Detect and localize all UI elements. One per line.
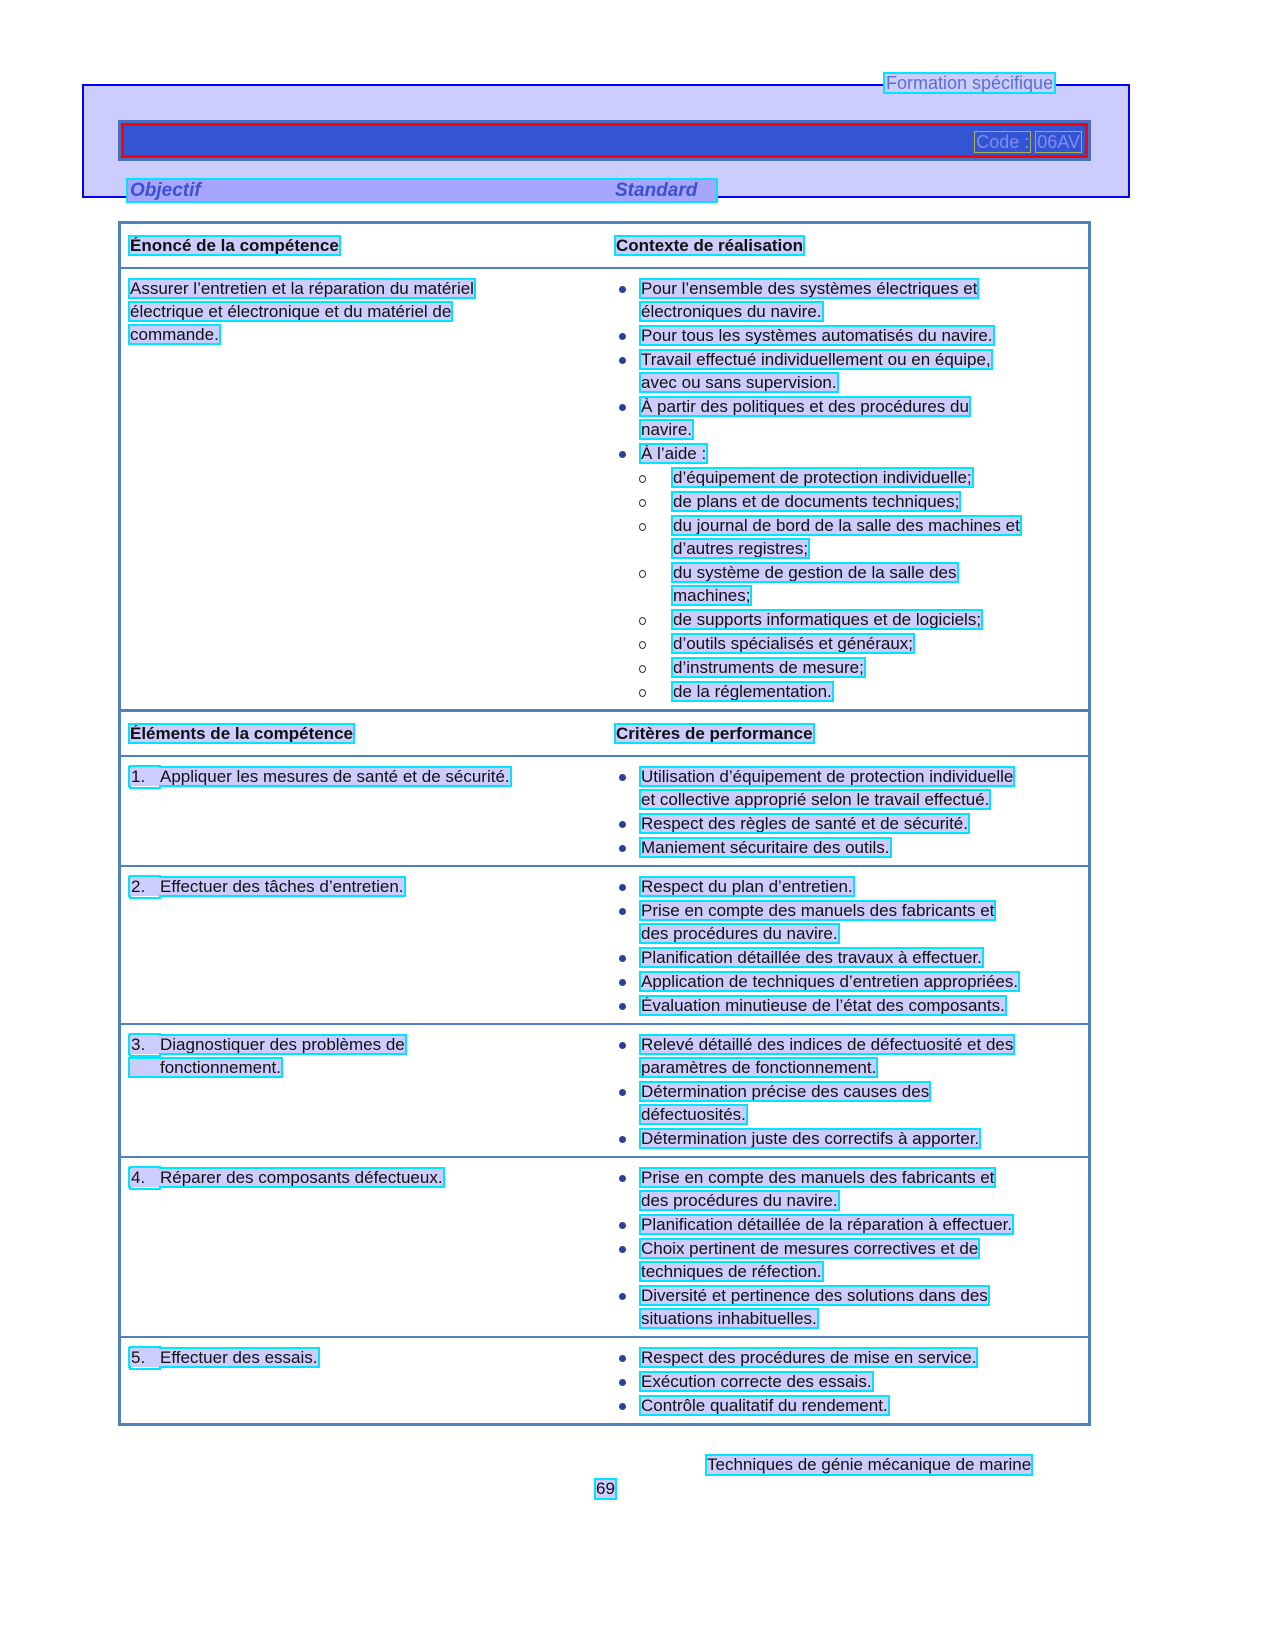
element-number: 1.: [131, 767, 146, 786]
bullet-icon: [615, 837, 640, 859]
circle-bullet-icon: [637, 657, 662, 679]
column-header: [129, 723, 615, 746]
bullet-item: [615, 1167, 1088, 1213]
bullet-line-text: Diversité et pertinence des solutions dans des: [641, 1286, 988, 1305]
bullet-line: [615, 1167, 1088, 1190]
bullet-line: [615, 1285, 1088, 1308]
column-header-text: Contexte de réalisation: [616, 236, 804, 255]
bullet-icon: [615, 1347, 640, 1369]
element-line: [129, 876, 615, 899]
bullet-item: [615, 1371, 1088, 1394]
element-text: 4. Réparer des composants défectueux.: [131, 1168, 443, 1187]
bullet-icon: [615, 1395, 640, 1417]
sub-bullet-item: [615, 633, 1088, 656]
standard-label: Standard: [615, 180, 698, 201]
bullet-line-text: Détermination précise des causes des: [641, 1082, 930, 1101]
bullet-icon: [615, 443, 640, 465]
bullet-item: [615, 1034, 1088, 1080]
bullet-icon: [615, 1285, 640, 1307]
bullet-line: [615, 1128, 1088, 1151]
statement-cell: [121, 278, 615, 705]
bullet-icon: [615, 1167, 640, 1189]
bullet-line-text: Respect des procédures de mise en service.: [641, 1348, 977, 1367]
element-number: 5.: [131, 1348, 146, 1367]
table-row: [121, 755, 1088, 865]
bullet-line-text: d’outils spécialisés et généraux;: [673, 634, 914, 653]
bullet-line-text: Planification détaillée de la réparation à effectuer.: [641, 1215, 1013, 1234]
bullet-icon: [615, 947, 640, 969]
bullet-line-text: Planification détaillée des travaux à effectuer.: [641, 948, 982, 967]
bullet-line-text: des procédures du navire.: [641, 1191, 838, 1210]
sub-bullet-item: [615, 657, 1088, 680]
element-cell: [121, 1034, 615, 1152]
element-cell: [121, 1167, 615, 1332]
bullet-line-text: navire.: [641, 420, 693, 439]
sub-bullet-item: [615, 562, 1088, 608]
bullet-line-text: de plans et de documents techniques;: [673, 492, 960, 511]
element-cell: [121, 766, 615, 861]
bullet-line: [615, 789, 1088, 812]
bullet-line-text: de supports informatiques et de logiciels;: [673, 610, 982, 629]
bullet-line-text: À l’aide :: [641, 444, 707, 463]
bullet-line-text: Prise en compte des manuels des fabricants et: [641, 901, 995, 920]
bullet-line: [615, 837, 1088, 860]
bullet-line-text: Pour tous les systèmes automatisés du navire.: [641, 326, 993, 345]
element-line: [129, 1034, 615, 1057]
bullet-icon: [615, 971, 640, 993]
bullet-line-text: d’autres registres;: [673, 539, 809, 558]
bullet-icon: [615, 900, 640, 922]
bullet-line: [615, 1395, 1088, 1418]
bullet-icon: [615, 766, 640, 788]
bullet-line-text: Choix pertinent de mesures correctives et de: [641, 1239, 979, 1258]
bullet-item: [615, 349, 1088, 395]
element-line: [129, 766, 615, 789]
bullet-line: [615, 813, 1088, 836]
code-banner: [118, 120, 1091, 161]
circle-bullet-icon: [637, 633, 662, 655]
bullet-line: [615, 1057, 1088, 1080]
bullet-item: [615, 995, 1088, 1018]
criteria-cell: [615, 1167, 1088, 1332]
element-cell: [121, 876, 615, 1019]
sub-bullet-item: [615, 681, 1088, 704]
bullet-item: [615, 1395, 1088, 1418]
bullet-item: [615, 971, 1088, 994]
bullet-line: [615, 766, 1088, 789]
bullet-icon: [615, 876, 640, 898]
bullet-line-text: Évaluation minutieuse de l’état des composants.: [641, 996, 1005, 1015]
bullet-item: [615, 813, 1088, 836]
bullet-line-text: Relevé détaillé des indices de défectuosité et des: [641, 1035, 1014, 1054]
circle-bullet-icon: [637, 491, 662, 513]
column-header: [129, 235, 615, 258]
bullet-line-text: du journal de bord de la salle des machines et: [673, 516, 1020, 535]
bullet-item: [615, 947, 1088, 970]
header-right-cell: [615, 235, 1088, 258]
element-text: 2. Effectuer des tâches d’entretien.: [131, 877, 404, 896]
bullet-line: [615, 609, 1088, 632]
header-left-cell: [121, 723, 615, 746]
column-header-text: Énoncé de la compétence: [130, 236, 339, 255]
code-label: [969, 132, 1081, 152]
bullet-icon: [615, 278, 640, 300]
bullet-line-text: d’instruments de mesure;: [673, 658, 864, 677]
bullet-line: [615, 562, 1088, 585]
code-value: 06AV: [1037, 132, 1080, 152]
bullet-icon: [615, 995, 640, 1017]
bullet-line: [615, 467, 1088, 490]
bullet-item: [615, 900, 1088, 946]
sub-bullet-item: [615, 491, 1088, 514]
bullet-item: [615, 1128, 1088, 1151]
bullet-line-text: Application de techniques d’entretien appropriées.: [641, 972, 1019, 991]
bullet-line: [615, 923, 1088, 946]
table-row: [121, 865, 1088, 1023]
circle-bullet-icon: [637, 681, 662, 703]
element-text: 5. Effectuer des essais.: [131, 1348, 318, 1367]
bullet-line-text: de la réglementation.: [673, 682, 832, 701]
bullet-line: [615, 995, 1088, 1018]
element-line: [129, 1057, 615, 1080]
bullet-line-text: situations inhabituelles.: [641, 1309, 817, 1328]
bullet-line-text: Utilisation d’équipement de protection individuelle: [641, 767, 1014, 786]
bullet-line: [615, 900, 1088, 923]
sub-bullet-item: [615, 467, 1088, 490]
bullet-icon: [615, 1128, 640, 1150]
bullet-line: [615, 1214, 1088, 1237]
bullet-line-text: avec ou sans supervision.: [641, 373, 837, 392]
element-text: 1. Appliquer les mesures de santé et de sécurité.: [131, 767, 510, 786]
bullet-line: [615, 1190, 1088, 1213]
bullet-line: [615, 538, 1088, 561]
bullet-line-text: techniques de réfection.: [641, 1262, 822, 1281]
table-row: [121, 267, 1088, 709]
bullet-item: [615, 1214, 1088, 1237]
table-row: [121, 1336, 1088, 1423]
bullet-item: [615, 1285, 1088, 1331]
bullet-line-text: électroniques du navire.: [641, 302, 822, 321]
bullet-line: [615, 349, 1088, 372]
bullet-icon: [615, 813, 640, 835]
bullet-line-text: À partir des politiques et des procédures du: [641, 397, 969, 416]
bullet-item: [615, 766, 1088, 812]
bullet-line: [615, 491, 1088, 514]
column-header-text: Éléments de la compétence: [130, 724, 353, 743]
bullet-line-text: Respect des règles de santé et de sécurité.: [641, 814, 968, 833]
bullet-item: [615, 443, 1088, 466]
bullet-line-text: Maniement sécuritaire des outils.: [641, 838, 890, 857]
bullet-line: [615, 1238, 1088, 1261]
statement-line: [129, 324, 615, 347]
table-header-row: [121, 712, 1088, 755]
element-number: 3.: [131, 1035, 146, 1054]
column-header: [615, 723, 1088, 746]
circle-bullet-icon: [637, 609, 662, 631]
objective-label: Objectif: [130, 180, 201, 201]
sub-bullet-item: [615, 609, 1088, 632]
bullet-line-text: des procédures du navire.: [641, 924, 838, 943]
bullet-line: [615, 1347, 1088, 1370]
bullet-item: [615, 396, 1088, 442]
bullet-line-text: paramètres de fonctionnement.: [641, 1058, 877, 1077]
sub-bullet-item: [615, 515, 1088, 561]
bullet-line-text: du système de gestion de la salle des: [673, 563, 957, 582]
bullet-item: [615, 1081, 1088, 1127]
bullet-icon: [615, 1238, 640, 1260]
bullet-item: [615, 325, 1088, 348]
bullet-item: [615, 1347, 1088, 1370]
bullet-line-text: machines;: [673, 586, 751, 605]
bullet-line: [615, 657, 1088, 680]
circle-bullet-icon: [637, 562, 662, 584]
criteria-cell: [615, 876, 1088, 1019]
bullet-line: [615, 1081, 1088, 1104]
bullet-line-text: Contrôle qualitatif du rendement.: [641, 1396, 888, 1415]
bullet-line: [615, 585, 1088, 608]
element-number: 2.: [131, 877, 146, 896]
table-row: [121, 1156, 1088, 1336]
footer-program: Techniques de génie mécanique de marine: [707, 1455, 1032, 1474]
bullet-line-text: Prise en compte des manuels des fabricants et: [641, 1168, 995, 1187]
bullet-line-text: Détermination juste des correctifs à apporter.: [641, 1129, 980, 1148]
bullet-line: [615, 876, 1088, 899]
statement-line: [129, 278, 615, 301]
bullet-line-text: défectuosités.: [641, 1105, 746, 1124]
bullet-icon: [615, 1081, 640, 1103]
bullet-line: [615, 443, 1088, 466]
element-cell: [121, 1347, 615, 1419]
circle-bullet-icon: [637, 515, 662, 537]
bullet-line: [615, 372, 1088, 395]
bullet-icon: [615, 349, 640, 371]
bullet-line-text: d’équipement de protection individuelle;: [673, 468, 972, 487]
bullet-line: [615, 1308, 1088, 1331]
section-title: Formation spécifique: [886, 73, 1054, 93]
competency-elements-table: [118, 709, 1091, 1426]
bullet-icon: [615, 325, 640, 347]
column-header-text: Critères de performance: [616, 724, 813, 743]
bullet-item: [615, 837, 1088, 860]
objective-bar: [128, 180, 716, 201]
bullet-line: [615, 1034, 1088, 1057]
bullet-line: [615, 947, 1088, 970]
table-header-row: [121, 224, 1088, 267]
criteria-cell: [615, 766, 1088, 861]
element-line: [129, 1347, 615, 1370]
bullet-icon: [615, 1034, 640, 1056]
context-cell: [615, 278, 1088, 705]
bullet-line: [615, 396, 1088, 419]
bullet-item: [615, 1238, 1088, 1284]
header-right-cell: [615, 723, 1088, 746]
bullet-icon: [615, 1371, 640, 1393]
bullet-line: [615, 1261, 1088, 1284]
column-header: [615, 235, 1088, 258]
bullet-line: [615, 301, 1088, 324]
criteria-cell: [615, 1034, 1088, 1152]
header-left-cell: [121, 235, 615, 258]
bullet-line-text: Travail effectué individuellement ou en équipe,: [641, 350, 991, 369]
statement-line-text: commande.: [130, 325, 219, 344]
circle-bullet-icon: [637, 467, 662, 489]
bullet-line: [615, 278, 1088, 301]
bullet-icon: [615, 396, 640, 418]
statement-line: [129, 301, 615, 324]
statement-line-text: Assurer l’entretien et la réparation du matériel: [130, 279, 474, 298]
bullet-line: [615, 971, 1088, 994]
bullet-line-text: Exécution correcte des essais.: [641, 1372, 872, 1391]
element-text: 3. Diagnostiquer des problèmes de: [131, 1035, 405, 1054]
table-row: [121, 1023, 1088, 1156]
element-number: 4.: [131, 1168, 146, 1187]
criteria-cell: [615, 1347, 1088, 1419]
bullet-line: [615, 633, 1088, 656]
competency-statement-table: [118, 221, 1091, 712]
bullet-line: [615, 1104, 1088, 1127]
bullet-line: [615, 515, 1088, 538]
element-line: [129, 1167, 615, 1190]
statement-line-text: électrique et électronique et du matériel de: [130, 302, 452, 321]
bullet-line-text: et collective approprié selon le travail effectué.: [641, 790, 990, 809]
bullet-item: [615, 876, 1088, 899]
bullet-line-text: Respect du plan d’entretien.: [641, 877, 853, 896]
bullet-line-text: Pour l’ensemble des systèmes électriques et: [641, 279, 978, 298]
code-label-text: Code :: [976, 132, 1030, 152]
bullet-line: [615, 681, 1088, 704]
bullet-line: [615, 1371, 1088, 1394]
bullet-item: [615, 278, 1088, 324]
bullet-icon: [615, 1214, 640, 1236]
page-number: 69: [596, 1479, 615, 1498]
bullet-line: [615, 325, 1088, 348]
element-text: fonctionnement.: [129, 1058, 282, 1077]
bullet-line: [615, 419, 1088, 442]
